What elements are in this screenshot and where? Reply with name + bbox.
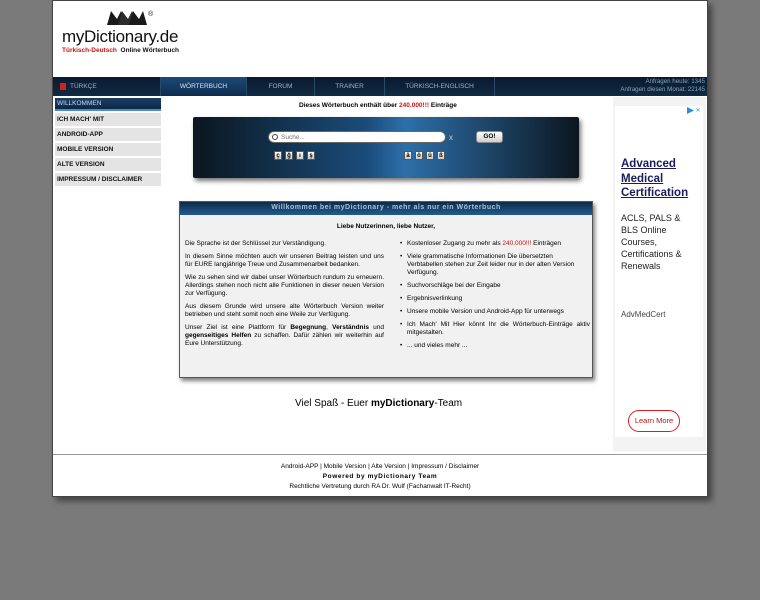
feature-list (400, 240, 590, 355)
char-button[interactable]: ß (437, 151, 445, 160)
logo-name: myDictionary.de (62, 27, 179, 46)
welcome-paragraph: Aus diesem Grunde wird unsere alte Wörterbuch Version weiter betrieben und steht somit noch eine Weile zur Verfügung. (185, 303, 384, 318)
feature-text: Einträgen (531, 240, 561, 247)
welcome-paragraph: Wie zu sehen sind wir dabei unser Wörterbuch rundum zu erneuern. Allerdings stehen noch nicht alle Funktionen in dieser neuen Version zur Verfügung. (185, 274, 384, 297)
char-button[interactable]: ö (415, 151, 423, 160)
closing-pre: Viel Spaß - Euer (295, 398, 371, 409)
welcome-text-column (185, 240, 384, 353)
p5-pre: Unser Ziel ist eine Plattform für (185, 324, 291, 331)
sidebar-item-mobile-version[interactable]: MOBILE VERSION (55, 143, 161, 156)
german-char-buttons (404, 151, 445, 160)
closing-brand: myDictionary (370, 398, 435, 409)
ad-headline[interactable] (621, 157, 688, 201)
ad-body-line: Certifications & (621, 249, 682, 259)
go-button[interactable]: GO! (476, 131, 503, 143)
feature-item: • ... und vieles mehr ... (400, 342, 590, 350)
footer-separator: | (366, 463, 372, 470)
p5-bold: Verständnis (332, 324, 369, 331)
closing-line (295, 398, 462, 409)
welcome-heading: Willkommen bei myDictionary - mehr als nur ein Wörterbuch (180, 202, 592, 215)
language-flag-icon (60, 83, 66, 90)
char-button[interactable]: ğ (285, 151, 293, 160)
sidebar-item-impressum[interactable]: IMPRESSUM / DISCLAIMER (55, 173, 161, 186)
feature-item: • Ergebnisverlinkung (400, 295, 590, 303)
char-button[interactable]: ş (307, 151, 315, 160)
close-icon[interactable]: ✕ (695, 108, 701, 114)
p5-sep: , (326, 324, 333, 331)
sidebar-item-android-app[interactable]: ANDROID-APP (55, 128, 161, 141)
feature-item: • Suchvorschläge bei der Eingabe (400, 282, 590, 290)
ad-brand: AdvMedCert (621, 310, 666, 319)
title-count: 240.000!!! (399, 102, 430, 109)
learn-more-button[interactable]: Learn More (628, 410, 680, 432)
sidebar (55, 98, 161, 188)
p5-bold: gegenseitiges Helfen (185, 332, 252, 339)
footer-links (53, 462, 707, 472)
ad-body-line: BLS Online (621, 225, 667, 235)
sidebar-item-ich-mach-mit[interactable]: ICH MACH' MIT (55, 113, 161, 126)
logo-mark-icon (107, 11, 147, 25)
ad-banner[interactable] (613, 97, 706, 451)
nav-item-tuerkisch-englisch[interactable]: TÜRKISCH-ENGLISCH (385, 77, 495, 96)
closing-post: -Team (434, 398, 463, 409)
char-button[interactable]: ä (404, 151, 412, 160)
p5-mid: und (368, 324, 384, 331)
p5-bold: Begegnung (290, 324, 327, 331)
welcome-greeting: Liebe Nutzerinnen, liebe Nutzer, (336, 223, 436, 230)
search-panel (193, 117, 579, 178)
nav-item-label: TÜRKÇE (70, 83, 97, 90)
nav-item-woerterbuch[interactable]: WÖRTERBUCH (161, 77, 247, 96)
logo-tagline-red: Türkisch-Deutsch (62, 47, 117, 54)
ad-headline-line: Certification (621, 187, 689, 199)
welcome-paragraph: In diesem Sinne möchten auch wir unseren Beitrag leisten und uns für EURE langjährige Treue und Zusammenarbeit bedanken. (185, 253, 384, 268)
feature-count: 240.000!!! (502, 240, 532, 247)
logo-tagline-black: Online Wörterbuch (120, 47, 180, 54)
feature-item: • Ich Mach' Mit Hier könnt Ihr die Wörterbuch-Einträge aktiv mitgestalten. (400, 321, 590, 337)
ad-headline-line: Medical (621, 172, 664, 185)
footer (53, 462, 707, 492)
ad-body-line: Courses, (621, 237, 658, 247)
page-container (52, 0, 708, 497)
char-button[interactable]: ü (426, 151, 434, 160)
request-stats (620, 78, 705, 94)
char-button[interactable]: ı (296, 151, 304, 160)
footer-link-android[interactable]: Android-APP (280, 463, 319, 470)
nav-item-trainer[interactable]: TRAINER (315, 77, 385, 96)
ad-body-line: Renewals (621, 261, 661, 271)
footer-team: Powered by myDictionary Team (322, 473, 438, 480)
welcome-panel (179, 201, 593, 378)
feature-item: • Unsere mobile Version und Android-App für unterwegs (400, 308, 590, 316)
footer-link-alte-version[interactable]: Alte Version (371, 463, 406, 470)
p5-post: zu schaffen. Dafür zählen wir weiterhin auf Eure Unterstützung. (185, 332, 384, 347)
char-button[interactable]: ç (274, 151, 282, 160)
sidebar-item-alte-version[interactable]: ALTE VERSION (55, 158, 161, 171)
clear-search-button[interactable]: x (449, 133, 453, 142)
registered-mark: ® (148, 11, 154, 18)
nav-item-forum[interactable]: FORUM (247, 77, 315, 96)
feature-item: • Viele grammatische Informationen Die übersetzten Verbtabellen stehen zur Zeit leider nur in der alten Version Verfügung. (400, 253, 590, 277)
nav-item-turkce[interactable] (53, 77, 161, 96)
footer-divider (53, 454, 707, 455)
footer-link-mobile[interactable]: Mobile Version (323, 463, 367, 470)
stats-month: Anfragen diesen Monat: 22145 (620, 86, 705, 93)
welcome-paragraph (185, 324, 384, 348)
ad-body (621, 212, 682, 272)
title-pre: Dieses Wörterbuch enthält über (299, 102, 400, 109)
search-icon (272, 134, 278, 140)
ad-choices-icon[interactable] (687, 107, 694, 114)
footer-separator: | (318, 463, 324, 470)
search-input[interactable] (268, 131, 446, 143)
stats-today: Anfragen heute: 1345 (645, 78, 705, 85)
turkish-char-buttons (274, 151, 315, 160)
ad-card (615, 106, 703, 437)
site-logo[interactable] (62, 11, 222, 63)
dictionary-entry-count (299, 102, 457, 109)
footer-link-impressum[interactable]: Impressum / Disclaimer (411, 463, 480, 470)
ad-headline-line: Advanced (621, 158, 676, 170)
sidebar-item-willkommen[interactable]: WILLKOMMEN (55, 98, 161, 111)
ad-body-line: ACLS, PALS & (621, 213, 681, 223)
main-navbar (53, 77, 707, 96)
title-post: Einträge (429, 102, 457, 109)
footer-legal: Rechtliche Vertretung durch RA Dr. Wulf (Fachanwalt IT-Recht) (289, 483, 471, 490)
footer-separator: | (405, 463, 412, 470)
feature-item (400, 240, 590, 248)
logo-tagline (62, 47, 179, 54)
welcome-paragraph: Die Sprache ist der Schlüssel zur Verständigung. (185, 240, 326, 247)
feature-text: Kostenloser Zugang zu mehr als (407, 240, 503, 247)
